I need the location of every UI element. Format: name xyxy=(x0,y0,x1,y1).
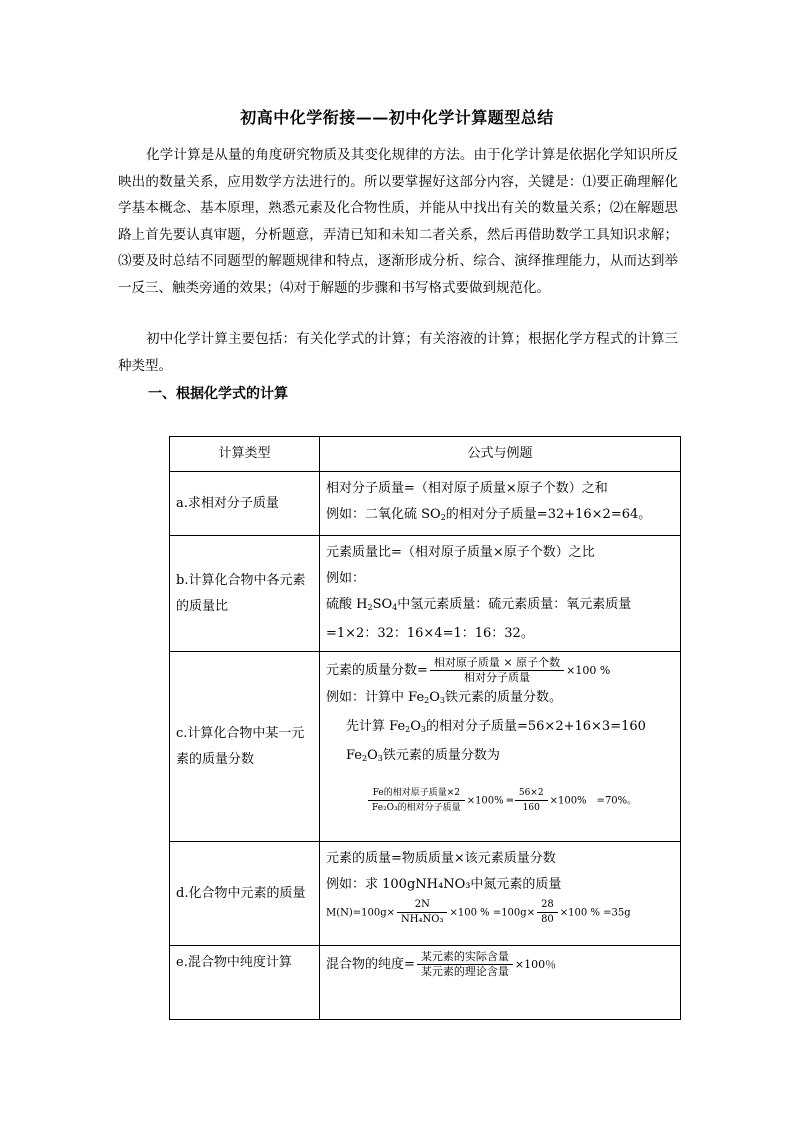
col-header-formula: 公式与例题 xyxy=(320,437,681,472)
table-row-e xyxy=(170,946,681,1020)
section-heading: 一、根据化学式的计算 xyxy=(148,386,288,402)
table-header-row xyxy=(170,437,681,472)
formula-table xyxy=(169,436,681,1020)
row-d-type: d.化合物中元素的质量 xyxy=(170,842,320,946)
row-e-type: e.混合物中纯度计算 xyxy=(170,946,320,1020)
row-d-content: 元素的质量=物质质量×该元素质量分数 例如：求 100gNH₄NO₃中氮元素的质量 M(N)=100g× $\frac{2N}{\text{NH₄NO₃}}$ ×100 % =100g× $\frac{28}{80}$ ×100 % =35g xyxy=(320,842,681,946)
col-header-type: 计算类型 xyxy=(170,437,320,472)
types-paragraph: 初中化学计算主要包括：有关化学式的计算；有关溶液的计算；根据化学方程式的计算三种类型。 xyxy=(118,331,678,374)
intro-paragraph: 化学计算是从量的角度研究物质及其变化规律的方法。由于化学计算是依据化学知识所反映出的数量关系，应用数学方法进行的。所以要掌握好这部分内容，关键是：⑴要正确理解化学基本概念、基本原理，熟悉元素及化合物性质，并能从中找出有关的数量关系；⑵在解题思路上首先要认真审题，分析题意，弄清已知和未知二者关系，然后再借助数学工具知识求解；⑶要及时总结不同题型的解题规律和特点，逐渐形成分析、综合、演绎推理能力，从而达到举一反三、触类旁通的效果；⑷对于解题的步骤和书写格式要做到规范化。 xyxy=(118,147,678,296)
nitrogen-mass-calc: M(N)=100g× $\frac{2N}{\text{NH₄NO₃}}$ ×100 % =100g× $\frac{28}{80}$ ×100 % =35g xyxy=(326,899,631,925)
page-title: 初高中化学衔接——初中化学计算题型总结 xyxy=(240,108,554,127)
table-row-b xyxy=(170,536,681,652)
row-c-content: 元素的质量分数= $\frac{\text{相对原子质量 × 原子个数}}{\text{相对分子质量}}$ ×100 % 例如：计算中 $Fe_2O_3$铁元素的质量分数。 先计算 $Fe_2O_3$的相对分子质量=56×2+16×3=160 $Fe_2O_3$铁元素的质量分数为 $\frac{\text{Fe的相对原子质量×2}}{\text{Fe₂O₃的相对分子质量}}$ ×100% ═ $\frac{56\times 2}{160}$ ×100% =70%。 xyxy=(320,652,681,842)
table-row-c xyxy=(170,652,681,842)
table-row-a xyxy=(170,472,681,536)
row-e-content xyxy=(320,946,681,1020)
row-b-type: b.计算化合物中各元素的质量比 xyxy=(170,536,320,652)
mass-fraction-formula: 元素的质量分数= $\frac{\text{相对原子质量 × 原子个数}}{\text{相对分子质量}}$ ×100 % xyxy=(326,656,611,684)
row-b-content: 元素质量比=（相对原子质量×原子个数）之比 例如： 硫酸 $H_2SO_4$中氢元素质量：硫元素质量：氧元素质量 =1×2：32：16×4=1：16：32。 xyxy=(320,536,681,652)
purity-formula: 混合物的纯度= $\frac{\text{某元素的实际含量}}{\text{某元素的理论含量}}$ ×100％ xyxy=(326,950,557,978)
table-row-d xyxy=(170,842,681,946)
row-a-type: a.求相对分子质量 xyxy=(170,472,320,536)
row-a-content: 相对分子质量=（相对原子质量×原子个数）之和 例如：二氧化硫 $SO_2$的相对分子质量=32+16×2=64。 xyxy=(320,472,681,536)
iron-fraction-calc: $\frac{\text{Fe的相对原子质量×2}}{\text{Fe₂O₃的相对分子质量}}$ ×100% ═ $\frac{56\times 2}{160}$ ×100% =70%。 xyxy=(326,786,674,815)
row-c-type: c.计算化合物中某一元素的质量分数 xyxy=(170,652,320,842)
